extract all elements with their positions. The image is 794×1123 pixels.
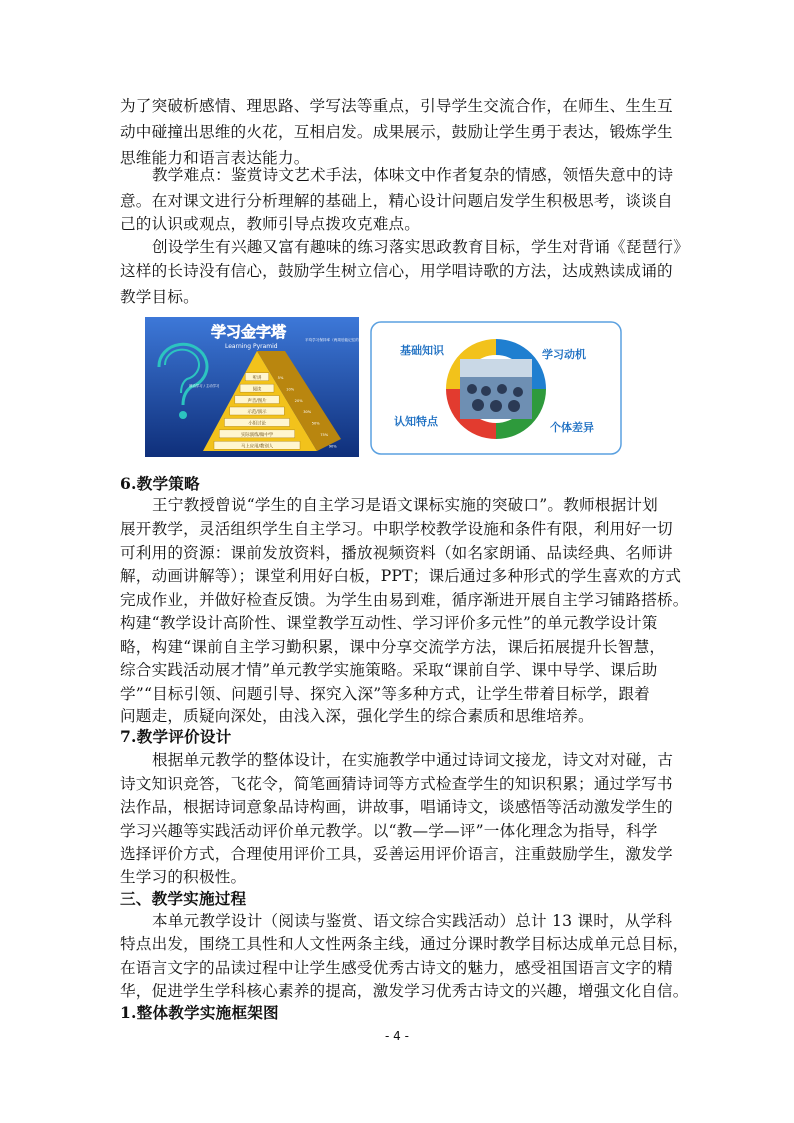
- pyramid-level-percent: 30%: [303, 410, 312, 415]
- paragraph-line: 诗文知识竞答，飞花令，简笔画猜诗词等方式检查学生的知识积累；通过学写书: [120, 775, 673, 793]
- paragraph-line: 解，动画讲解等）；课堂利用好白板，PPT；课后通过多种形式的学生喜欢的方式: [120, 567, 682, 585]
- paragraph-line: 动中碰撞出思维的火花，互相启发。成果展示，鼓励让学生勇于表达，锻炼学生: [120, 123, 673, 141]
- learning-pyramid-graphic: [145, 317, 370, 457]
- paragraph-line: 创设学生有兴趣又富有趣味的练习落实思政教育目标，学生对背诵《琵琶行》: [152, 238, 689, 256]
- pyramid-level-label: 声音/图片: [247, 398, 267, 404]
- pyramid-level-percent: 75%: [320, 433, 329, 438]
- pyramid-level-percent: 5%: [277, 375, 284, 380]
- learning-factors-graphic: [370, 321, 622, 455]
- pyramid-level-label: 听讲: [252, 375, 262, 381]
- pyramid-level-label: 实际演练/做中学: [240, 433, 274, 439]
- label-learning-motivation: 学习动机: [542, 348, 586, 361]
- photo-wall: [460, 359, 532, 377]
- paragraph-line: 本单元教学设计（阅读与鉴赏、语文综合实践活动）总计 13 课时，从学科: [152, 912, 673, 930]
- pyramid-level-percent: 10%: [286, 387, 295, 392]
- paragraph-line: 构建“教学设计高阶性、课堂教学互动性、学习评价多元性”的单元教学设计策: [120, 614, 658, 632]
- paragraph-line: 可利用的资源：课前发放资料，播放视频资料（如名家朗诵、品读经典、名师讲: [120, 544, 673, 562]
- paragraph-line: 根据单元教学的整体设计，在实施教学中通过诗词文接龙，诗文对对碰，古: [152, 751, 674, 769]
- paragraph-line: 完成作业，并做好检查反馈。为学生由易到难，循序渐进开展自主学习铺路搭桥。: [120, 591, 689, 609]
- paragraph-line: 生学习的积极性。: [120, 868, 247, 886]
- learning-factors-figure: [370, 321, 622, 455]
- paragraph-line: 展开教学，灵活组织学生自主学习。中职学校教学设施和条件有限，利用好一切: [120, 520, 673, 538]
- section-heading-3: 三、教学实施过程: [120, 889, 247, 908]
- pyramid-level-label: 马上应用/教别人: [240, 444, 274, 450]
- pyramid-level-label: 示范/演示: [247, 410, 267, 416]
- paragraph-line: 华，促进学生学科核心素养的提高，激发学习优秀古诗文的兴趣，增强文化自信。: [120, 982, 689, 1000]
- subheading-framework: 1.整体教学实施框架图: [120, 1003, 279, 1022]
- paragraph-line: 在语言文字的品读过程中让学生感受优秀古诗文的魅力，感受祖国语言文字的精: [120, 959, 673, 977]
- paragraph-line: 略，构建“课前自主学习勤积累，课中分享交流学方法，课后拓展提升长智慧，: [120, 638, 666, 656]
- pyramid-subtitle: Learning Pyramid: [225, 343, 278, 350]
- pyramid-level-label: 小组讨论: [248, 421, 266, 427]
- paragraph-line: 特点出发，围绕工具性和人文性两条主线，通过分课时教学目标达成单元总目标，: [120, 935, 689, 953]
- paragraph-line: 己的认识或观点，教师引导点拨攻克难点。: [120, 215, 421, 233]
- pyramid-side-text: 平均学习保持率（两周后能记住的比例）: [305, 338, 370, 342]
- pyramid-title: 学习金字塔: [211, 323, 287, 341]
- paragraph-line: 王宁教授曾说“学生的自主学习是语文课标实施的突破口”。教师根据计划: [152, 496, 658, 514]
- pyramid-left-text: 被动学习 / 主动学习: [189, 384, 220, 388]
- paragraph-line: 学”“目标引领、问题引导、探究入深”等多种方式，让学生带着目标学，跟着: [120, 685, 650, 703]
- paragraph-line: 学习兴趣等实践活动评价单元教学。以“教—学—评”一体化理念为指导，科学: [120, 822, 658, 840]
- ring: [446, 339, 546, 439]
- pyramid-level-percent: 90%: [328, 444, 337, 449]
- label-individual-differences: 个体差异: [550, 421, 594, 434]
- paragraph-line: 教学难点：鉴赏诗文艺术手法，体味文中作者复杂的情感，领悟失意中的诗: [152, 166, 674, 184]
- paragraph-line: 意。在对课文进行分析理解的基础上，精心设计问题启发学生积极思考，谈谈自: [120, 192, 673, 210]
- pyramid-level-label: 阅读: [252, 387, 262, 393]
- pyramid-level-percent: 20%: [294, 398, 303, 403]
- paragraph-line: 选择评价方式，合理使用评价工具，妥善运用评价语言，注重鼓励学生，激发学: [120, 845, 673, 863]
- paragraph-line: 法作品，根据诗词意象品诗构画，讲故事，唱诵诗文，谈感悟等活动激发学生的: [120, 798, 673, 816]
- paragraph-line: 思维能力和语言表达能力。: [120, 149, 310, 167]
- label-cognitive-traits: 认知特点: [394, 415, 438, 428]
- paragraph-line: 问题走，质疑向深处，由浅入深，强化学生的综合素质和思维培养。: [120, 707, 594, 725]
- section-heading-6: 6.教学策略: [120, 474, 200, 493]
- paragraph-line: 教学目标。: [120, 288, 199, 306]
- section-heading-7: 7.教学评价设计: [120, 727, 232, 746]
- pyramid-level-percent: 50%: [311, 421, 320, 426]
- paragraph-line: 综合实践活动展才情”单元教学实施策略。采取“课前自学、课中导学、课后助: [120, 661, 658, 679]
- learning-pyramid-figure: [145, 317, 370, 457]
- paragraph-line: 这样的长诗没有信心，鼓励学生树立信心，用学唱诗歌的方法，达成熟读成诵的: [120, 262, 673, 280]
- page-number: - 4 -: [385, 1029, 409, 1043]
- paragraph-line: 为了突破析感情、理思路、学写法等重点，引导学生交流合作，在师生、生生互: [120, 97, 673, 115]
- label-basic-knowledge: 基础知识: [400, 344, 444, 357]
